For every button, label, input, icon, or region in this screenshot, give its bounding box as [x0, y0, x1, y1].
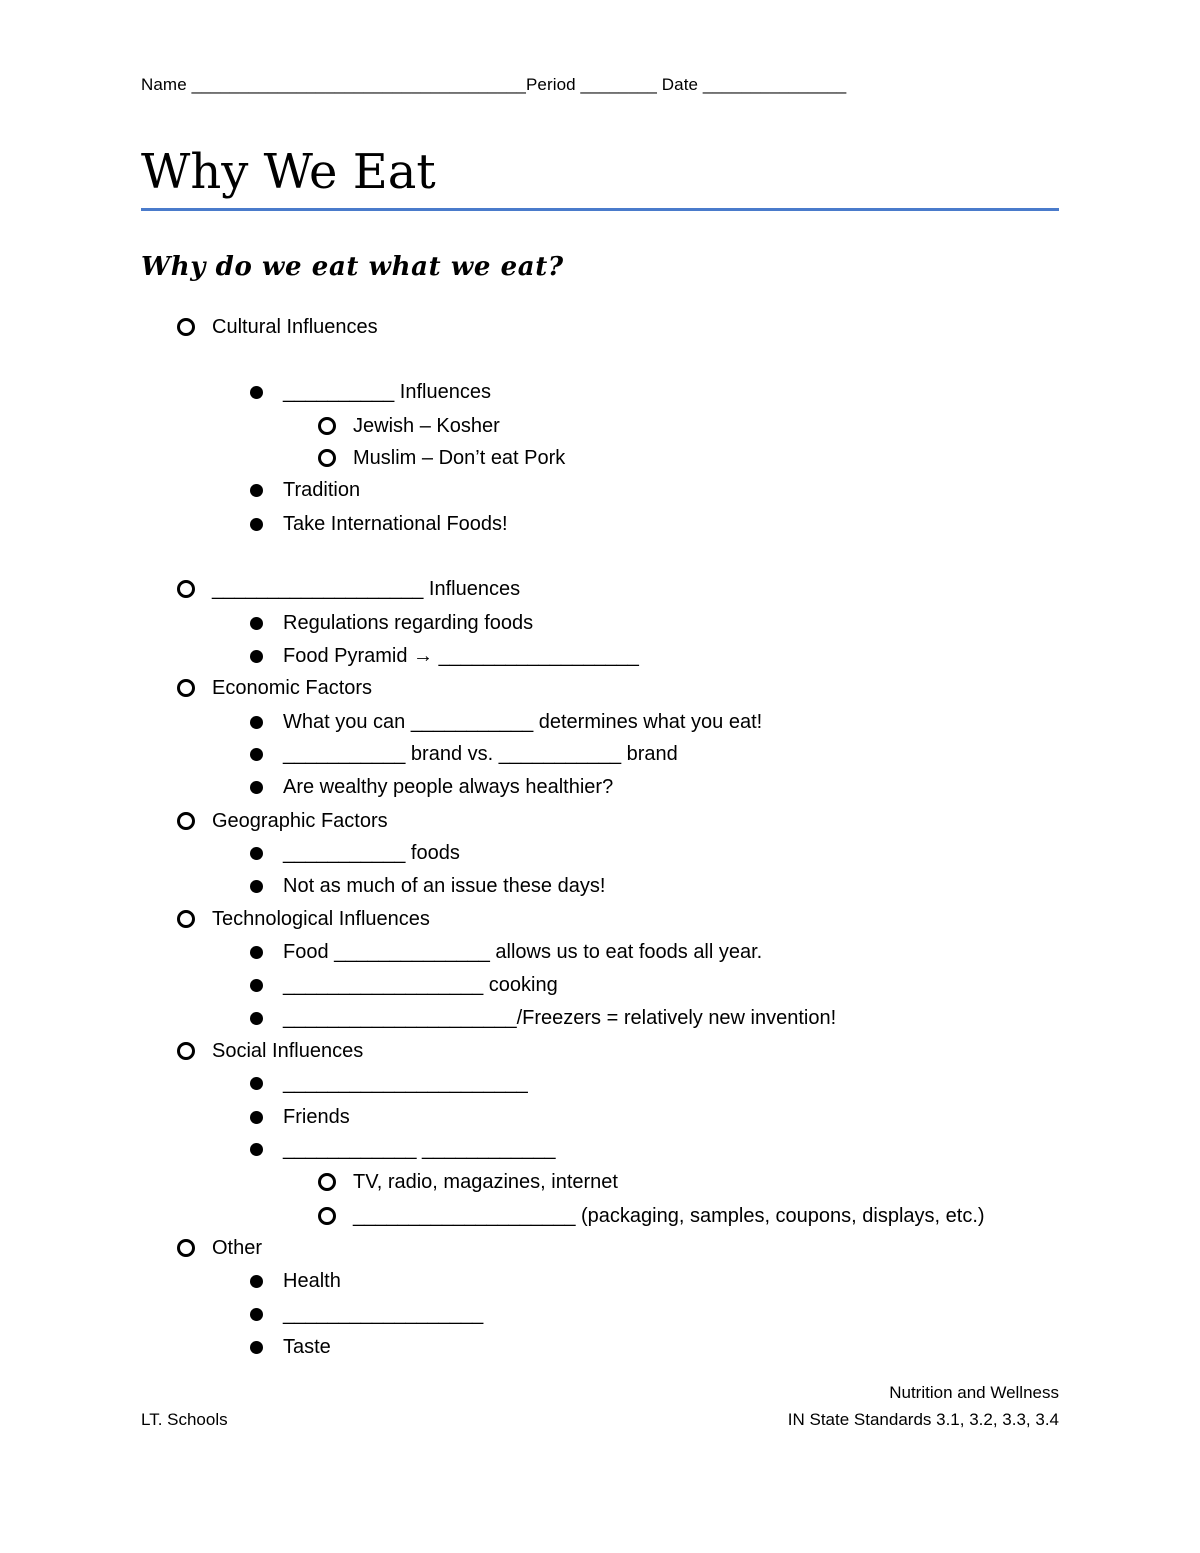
hollow-circle-bullet-icon [177, 1042, 195, 1060]
filled-bullet-icon [250, 946, 263, 959]
filled-bullet-icon [250, 484, 263, 497]
outline-item-text: TV, radio, magazines, internet [353, 1170, 618, 1193]
outline-item-level-2 [248, 936, 762, 968]
outline-item-level-2 [248, 1298, 483, 1330]
outline-item-text: Not as much of an issue these days! [283, 874, 606, 897]
outline-item-level-2 [248, 969, 558, 1001]
hollow-circle-bullet-icon [177, 318, 195, 336]
outline-item-text: __________________ cooking [283, 973, 558, 996]
outline-item-text: Tradition [283, 478, 361, 501]
outline-item-level-2 [248, 376, 491, 408]
outline-item-text: Friends [283, 1105, 350, 1128]
outline-item-text: Regulations regarding foods [283, 611, 534, 634]
outline-item-text: ______________________ [283, 1071, 528, 1094]
outline-item-text: Technological Influences [212, 907, 430, 930]
outline-item-text: ___________ foods [283, 841, 460, 864]
outline-item-text: ____________________ (packaging, samples, coupons, displays, etc.) [353, 1204, 985, 1227]
outline-item-text: Muslim – Don’t eat Pork [353, 446, 566, 469]
outline-item-text: Health [283, 1269, 341, 1292]
page-title: Why We Eat [141, 144, 436, 200]
outline-item-text: Economic Factors [212, 676, 373, 699]
outline-item-level-1 [177, 805, 388, 837]
outline-item-text: What you can ___________ determines what you eat! [283, 710, 763, 733]
filled-bullet-icon [250, 1275, 263, 1288]
outline-item-text: ___________ brand vs. ___________ brand [283, 742, 678, 765]
outline-item-text: Social Influences [212, 1039, 364, 1062]
filled-bullet-icon [250, 1143, 263, 1156]
filled-bullet-icon [250, 617, 263, 630]
outline-item-level-1 [177, 1232, 262, 1264]
outline-item-level-2 [248, 1133, 556, 1165]
filled-bullet-icon [250, 1111, 263, 1124]
filled-bullet-icon [250, 1077, 263, 1090]
footer-standards: IN State Standards 3.1, 3.2, 3.3, 3.4 [787, 1410, 1059, 1429]
outline-item-level-1 [177, 903, 430, 935]
filled-bullet-icon [250, 1341, 263, 1354]
filled-bullet-icon [250, 781, 263, 794]
hollow-circle-bullet-icon [318, 417, 336, 435]
outline-item-text: Food ______________ allows us to eat foods all year. [283, 940, 763, 963]
outline-item-level-1 [177, 1035, 363, 1067]
filled-bullet-icon [250, 880, 263, 893]
filled-bullet-icon [250, 748, 263, 761]
filled-bullet-icon [250, 650, 263, 663]
outline-item-text: Take International Foods! [283, 512, 508, 535]
outline-item-text: Jewish – Kosher [353, 414, 500, 437]
outline-item-text: __________________ [283, 1302, 484, 1325]
footer-course: Nutrition and Wellness [889, 1383, 1059, 1402]
outline-item-level-2 [248, 1002, 836, 1034]
section-heading: Why do we eat what we eat? [141, 252, 564, 282]
outline-item-text: __________ Influences [283, 380, 491, 403]
outline-item-text: Geographic Factors [212, 809, 388, 832]
outline-item-level-2 [248, 1101, 350, 1133]
title-underline [141, 208, 1059, 211]
outline-item-level-1 [177, 311, 378, 343]
outline-item-level-2 [248, 738, 678, 770]
hollow-circle-bullet-icon [177, 812, 195, 830]
outline-item-text: Cultural Influences [212, 315, 378, 338]
outline-item-text: _____________________/Freezers = relatively new invention! [283, 1006, 837, 1029]
hollow-circle-bullet-icon [318, 1207, 336, 1225]
outline-item-level-3 [318, 442, 565, 474]
outline-item-level-2 [248, 1265, 341, 1297]
outline-item-level-2 [248, 706, 762, 738]
filled-bullet-icon [250, 518, 263, 531]
outline-item-text: ____________ ____________ [283, 1137, 556, 1160]
filled-bullet-icon [250, 386, 263, 399]
filled-bullet-icon [250, 979, 263, 992]
outline-item-level-1 [177, 573, 520, 605]
outline-item-text: ___________________ Influences [212, 577, 521, 600]
outline-item-level-2 [248, 837, 460, 869]
outline-item-level-2 [248, 640, 639, 672]
outline-item-level-2 [248, 1067, 528, 1099]
hollow-circle-bullet-icon [177, 910, 195, 928]
outline-item-level-2 [248, 1331, 331, 1363]
outline-item-text: Other [212, 1236, 263, 1259]
outline-item-level-1 [177, 672, 372, 704]
filled-bullet-icon [250, 716, 263, 729]
outline-item-level-2 [248, 870, 605, 902]
name-period-date-line: Name ___________________________________Period ________ Date _______________ [141, 75, 847, 94]
outline-item-level-3 [318, 1166, 618, 1198]
filled-bullet-icon [250, 1012, 263, 1025]
hollow-circle-bullet-icon [177, 679, 195, 697]
outline-item-level-2 [248, 508, 508, 540]
hollow-circle-bullet-icon [318, 449, 336, 467]
filled-bullet-icon [250, 1308, 263, 1321]
outline-item-level-3 [318, 1200, 985, 1232]
outline-item-level-2 [248, 474, 360, 506]
filled-bullet-icon [250, 847, 263, 860]
hollow-circle-bullet-icon [318, 1173, 336, 1191]
outline-item-level-3 [318, 410, 500, 442]
footer-school: LT. Schools [141, 1410, 228, 1429]
outline-item-text: Are wealthy people always healthier? [283, 775, 614, 798]
outline-item-text: Taste [283, 1335, 331, 1358]
outline-item-level-2 [248, 771, 613, 803]
hollow-circle-bullet-icon [177, 1239, 195, 1257]
outline-item-text: Food Pyramid → __________________ [283, 644, 639, 667]
outline-item-level-2 [248, 607, 533, 639]
hollow-circle-bullet-icon [177, 580, 195, 598]
